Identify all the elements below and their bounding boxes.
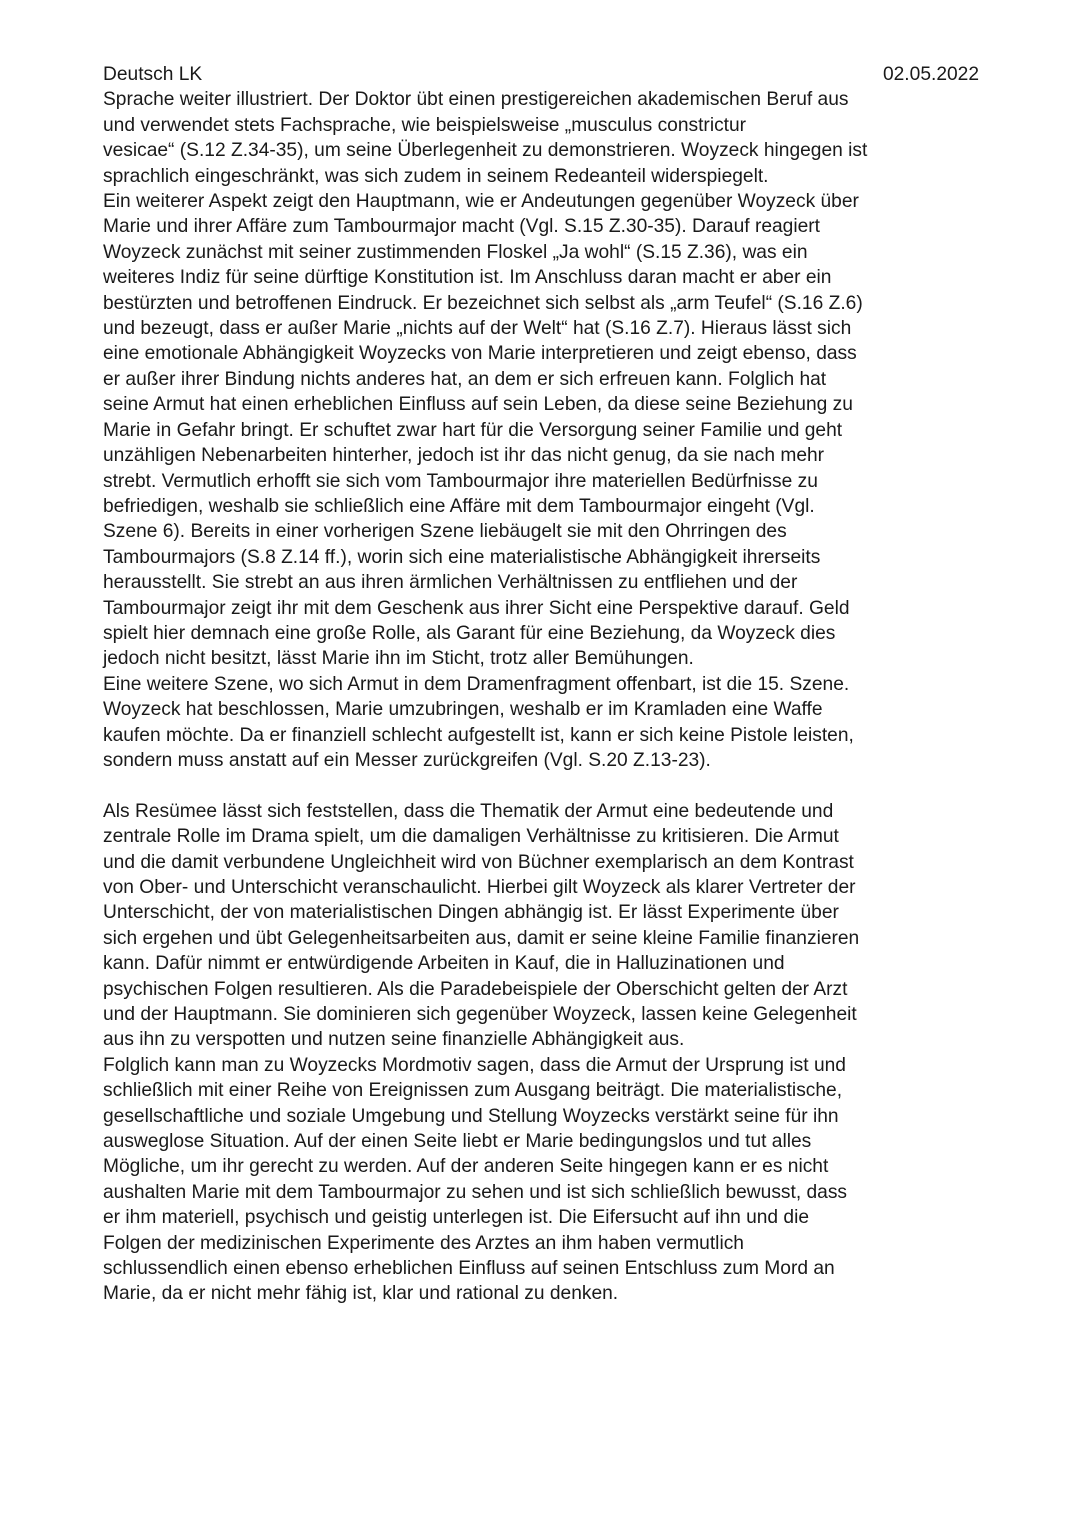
text-line: Sprache weiter illustriert. Der Doktor übt einen prestigereichen akademischen Beruf aus [103,89,849,111]
text-line: vesicae“ (S.12 Z.34-35), um seine Überlegenheit zu demonstrieren. Woyzeck hingegen ist [103,140,868,162]
text-line: Mögliche, um ihr gerecht zu werden. Auf der anderen Seite hingegen kann er es nicht [103,1156,829,1178]
text-line: ausweglose Situation. Auf der einen Seite liebt er Marie bedingungslos und tut alles [103,1131,812,1153]
essay-body [103,87,979,1306]
text-line: Tambourmajor zeigt ihr mit dem Geschenk aus ihrer Sicht eine Perspektive darauf. Geld [103,597,850,619]
text-line: Marie, da er nicht mehr fähig ist, klar und rational zu denken. [103,1283,619,1305]
text-line: schlussendlich einen ebenso erheblichen Einfluss auf seinen Entschluss zum Mord an [103,1258,835,1280]
text-line: gesellschaftliche und soziale Umgebung und Stellung Woyzecks verstärkt seine für ihn [103,1105,839,1127]
text-line: Tambourmajors (S.8 Z.14 ff.), worin sich eine materialistische Abhängigkeit ihrerseits [103,546,821,568]
text-line: Woyzeck zunächst mit seiner zustimmenden Floskel „Ja wohl“ (S.15 Z.36), was ein [103,241,808,263]
text-line: und der Hauptmann. Sie dominieren sich gegenüber Woyzeck, lassen keine Gelegenheit [103,1004,857,1026]
text-line: seine Armut hat einen erheblichen Einfluss auf sein Leben, da diese seine Beziehung zu [103,394,853,416]
text-line: und bezeugt, dass er außer Marie „nichts auf der Welt“ hat (S.16 Z.7). Hieraus lässt sich [103,318,852,340]
text-line: sprachlich eingeschränkt, was sich zudem in seinem Redeanteil widerspiegelt. [103,165,769,187]
document-page [103,62,979,1307]
text-line: und die damit verbundene Ungleichheit wird von Büchner exemplarisch an dem Kontrast [103,851,854,873]
text-line: Folgen der medizinischen Experimente des Arztes an ihm haben vermutlich [103,1232,744,1254]
text-line: aus ihn zu verspotten und nutzen seine finanzielle Abhängigkeit aus. [103,1029,685,1051]
text-line: zentrale Rolle im Drama spielt, um die damaligen Verhältnisse zu kritisieren. Die Armut [103,826,839,848]
text-line: Marie in Gefahr bringt. Er schuftet zwar hart für die Versorgung seiner Familie und geht [103,419,843,441]
text-line: schließlich mit einer Reihe von Ereignissen zum Ausgang beiträgt. Die materialistische, [103,1080,843,1102]
text-line: er ihm materiell, psychisch und geistig unterlegen ist. Die Eifersucht auf ihn und die [103,1207,810,1229]
text-line: er außer ihrer Bindung nichts anderes hat, an dem er sich erfreuen kann. Folglich hat [103,368,827,390]
text-line: eine emotionale Abhängigkeit Woyzecks von Marie interpretieren und zeigt ebenso, dass [103,343,857,365]
page-header [103,62,979,87]
text-line: herausstellt. Sie strebt an aus ihren ärmlichen Verhältnissen zu entfliehen und der [103,572,798,594]
text-line: aushalten Marie mit dem Tambourmajor zu sehen und ist sich schließlich bewusst, dass [103,1181,848,1203]
text-line: Eine weitere Szene, wo sich Armut in dem Dramenfragment offenbart, ist die 15. Szene. [103,673,850,695]
text-line: von Ober- und Unterschicht veranschaulicht. Hierbei gilt Woyzeck als klarer Vertreter der [103,876,856,898]
text-line: Szene 6). Bereits in einer vorherigen Szene liebäugelt sie mit den Ohrringen des [103,521,787,543]
subject-label: Deutsch LK [103,64,203,85]
text-line: weiteres Indiz für seine dürftige Konstitution ist. Im Anschluss daran macht er aber ein [103,267,832,289]
text-line: Unterschicht, der von materialistischen Dingen abhängig ist. Er lässt Experimente über [103,902,839,924]
text-line: Marie und ihrer Affäre zum Tambourmajor macht (Vgl. S.15 Z.30-35). Darauf reagiert [103,216,820,238]
text-line: kann. Dafür nimmt er entwürdigende Arbeiten in Kauf, die in Halluzinationen und [103,953,785,975]
text-line: Folglich kann man zu Woyzecks Mordmotiv sagen, dass die Armut der Ursprung ist und [103,1054,846,1076]
paragraph-gap [103,773,979,798]
text-line: sondern muss anstatt auf ein Messer zurückgreifen (Vgl. S.20 Z.13-23). [103,749,711,771]
date-label: 02.05.2022 [882,64,979,85]
text-line: sich ergehen und übt Gelegenheitsarbeiten aus, damit er seine kleine Familie finanzieren [103,927,860,949]
text-line: Als Resümee lässt sich feststellen, dass die Thematik der Armut eine bedeutende und [103,800,834,822]
text-line: bestürzten und betroffenen Eindruck. Er bezeichnet sich selbst als „arm Teufel“ (S.16 Z.6) [103,292,863,314]
text-line: unzähligen Nebenarbeiten hinterher, jedoch ist ihr das nicht genug, da sie nach mehr [103,445,825,467]
text-line: befriedigen, weshalb sie schließlich eine Affäre mit dem Tambourmajor eingeht (Vgl. [103,495,815,517]
text-line: jedoch nicht besitzt, lässt Marie ihn im Sticht, trotz aller Bemühungen. [103,648,694,670]
text-line: Ein weiterer Aspekt zeigt den Hauptmann, wie er Andeutungen gegenüber Woyzeck über [103,191,859,213]
text-line: Woyzeck hat beschlossen, Marie umzubringen, weshalb er im Kramladen eine Waffe [103,699,823,721]
text-line: kaufen möchte. Da er finanziell schlecht aufgestellt ist, kann er sich keine Pistole leisten, [103,724,854,746]
text-line: spielt hier demnach eine große Rolle, als Garant für eine Beziehung, da Woyzeck dies [103,622,836,644]
text-line: strebt. Vermutlich erhofft sie sich vom Tambourmajor ihre materiellen Bedürfnisse zu [103,470,818,492]
text-line: und verwendet stets Fachsprache, wie beispielsweise „musculus constrictur [103,114,747,136]
text-line: psychischen Folgen resultieren. Als die Paradebeispiele der Oberschicht gelten der Arzt [103,978,848,1000]
